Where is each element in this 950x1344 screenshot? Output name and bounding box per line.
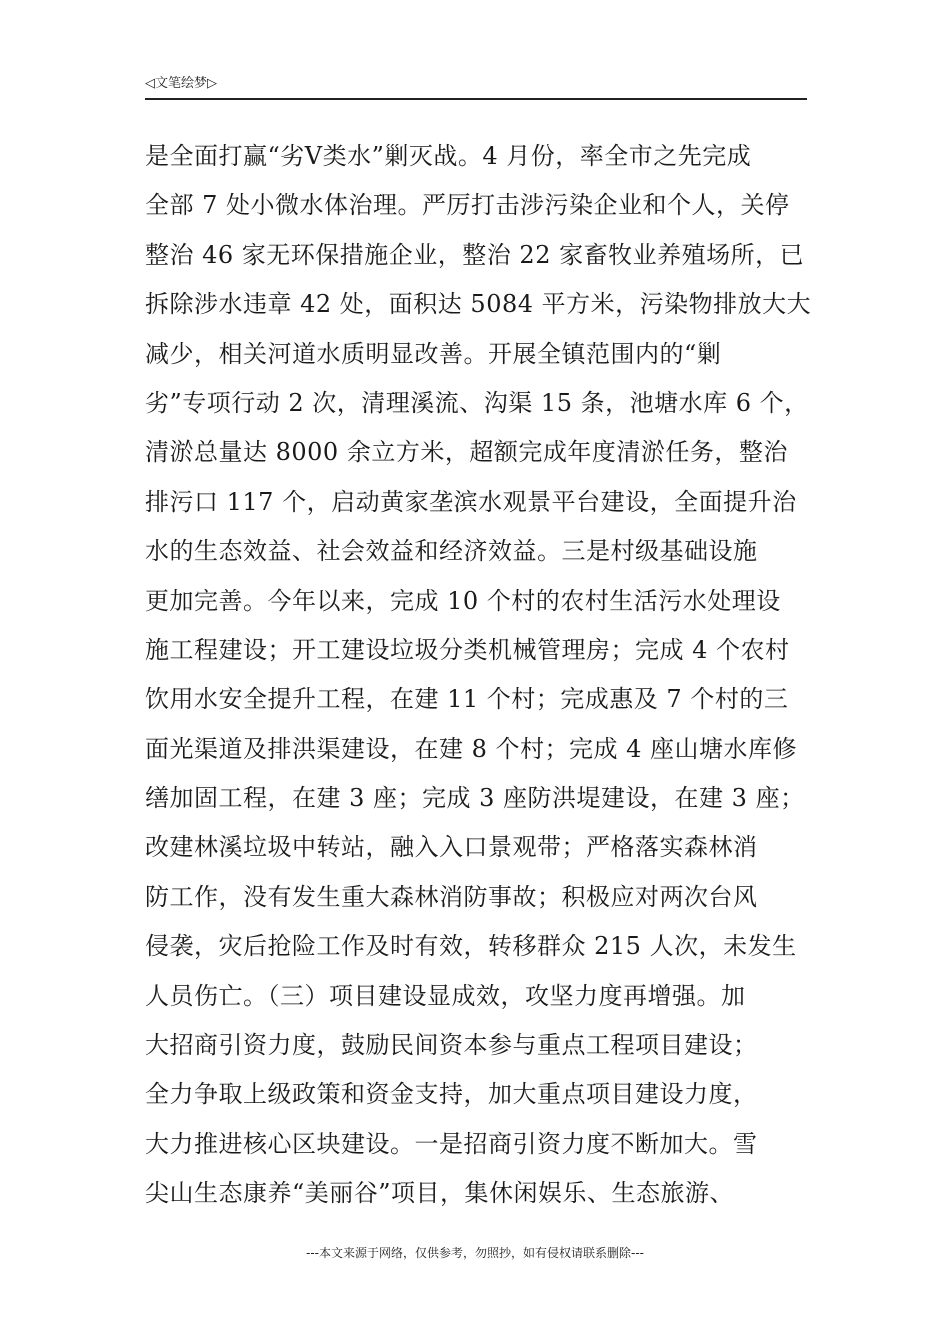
body-line: 减少，相关河道水质明显改善。开展全镇范围内的“剿 [145,339,722,368]
body-line: 劣”专项行动 2 次，清理溪流、沟渠 15 条，池塘水库 6 个， [145,388,809,417]
body-line: 清淤总量达 8000 余立方米，超额完成年度清淤任务，整治 [145,438,788,467]
page-header [145,74,807,100]
body-line: 是全面打赢“劣Ⅴ类水”剿灭战。4 月份，率全市之先完成 [145,142,752,170]
body-line: 施工程建设；开工建设垃圾分类机械管理房；完成 4 个农村 [145,635,790,664]
body-line: 大力推进核心区块建设。一是招商引资力度不断加大。雪 [145,1129,758,1158]
body-line: 水的生态效益、社会效益和经济效益。三是村级基础设施 [145,537,758,566]
body-line: 侵袭，灾后抢险工作及时有效，转移群众 215 人次，未发生 [145,932,797,961]
body-line: 防工作，没有发生重大森林消防事故；积极应对两次台风 [145,882,758,911]
header-label: ◁文笔绘梦▷ [145,76,217,91]
body-line: 整治 46 家无环保措施企业，整治 22 家畜牧业养殖场所，已 [145,240,805,269]
body-line: 全力争取上级政策和资金支持，加大重点项目建设力度， [145,1080,758,1109]
body-line: 更加完善。今年以来，完成 10 个村的农村生活污水处理设 [145,586,781,615]
page-footer: ---本文来源于网络，仅供参考，勿照抄，如有侵权请联系删除--- [306,1246,644,1260]
body-line: 大招商引资力度，鼓励民间资本参与重点工程项目建设； [145,1031,758,1060]
body-line: 饮用水安全提升工程，在建 11 个村；完成惠及 7 个村的三 [145,685,789,714]
body-line: 排污口 117 个，启动黄家垄滨水观景平台建设，全面提升治 [145,487,797,516]
body-line: 面光渠道及排洪渠建设，在建 8 个村；完成 4 座山塘水库修 [145,734,798,763]
body-line: 人员伤亡。（三）项目建设显成效，攻坚力度再增强。加 [145,981,746,1010]
body-line: 尖山生态康养“美丽谷”项目，集休闲娱乐、生态旅游、 [145,1179,735,1208]
body-line: 拆除涉水违章 42 处，面积达 5084 平方米，污染物排放大大 [145,290,812,319]
body-line: 改建林溪垃圾中转站，融入入口景观带；严格落实森林消 [145,833,758,862]
body-line: 全部 7 处小微水体治理。严厉打击涉污染企业和个人，关停 [145,191,790,220]
document-body [145,132,812,1219]
body-line: 缮加固工程，在建 3 座；完成 3 座防洪堤建设，在建 3 座； [145,784,805,813]
